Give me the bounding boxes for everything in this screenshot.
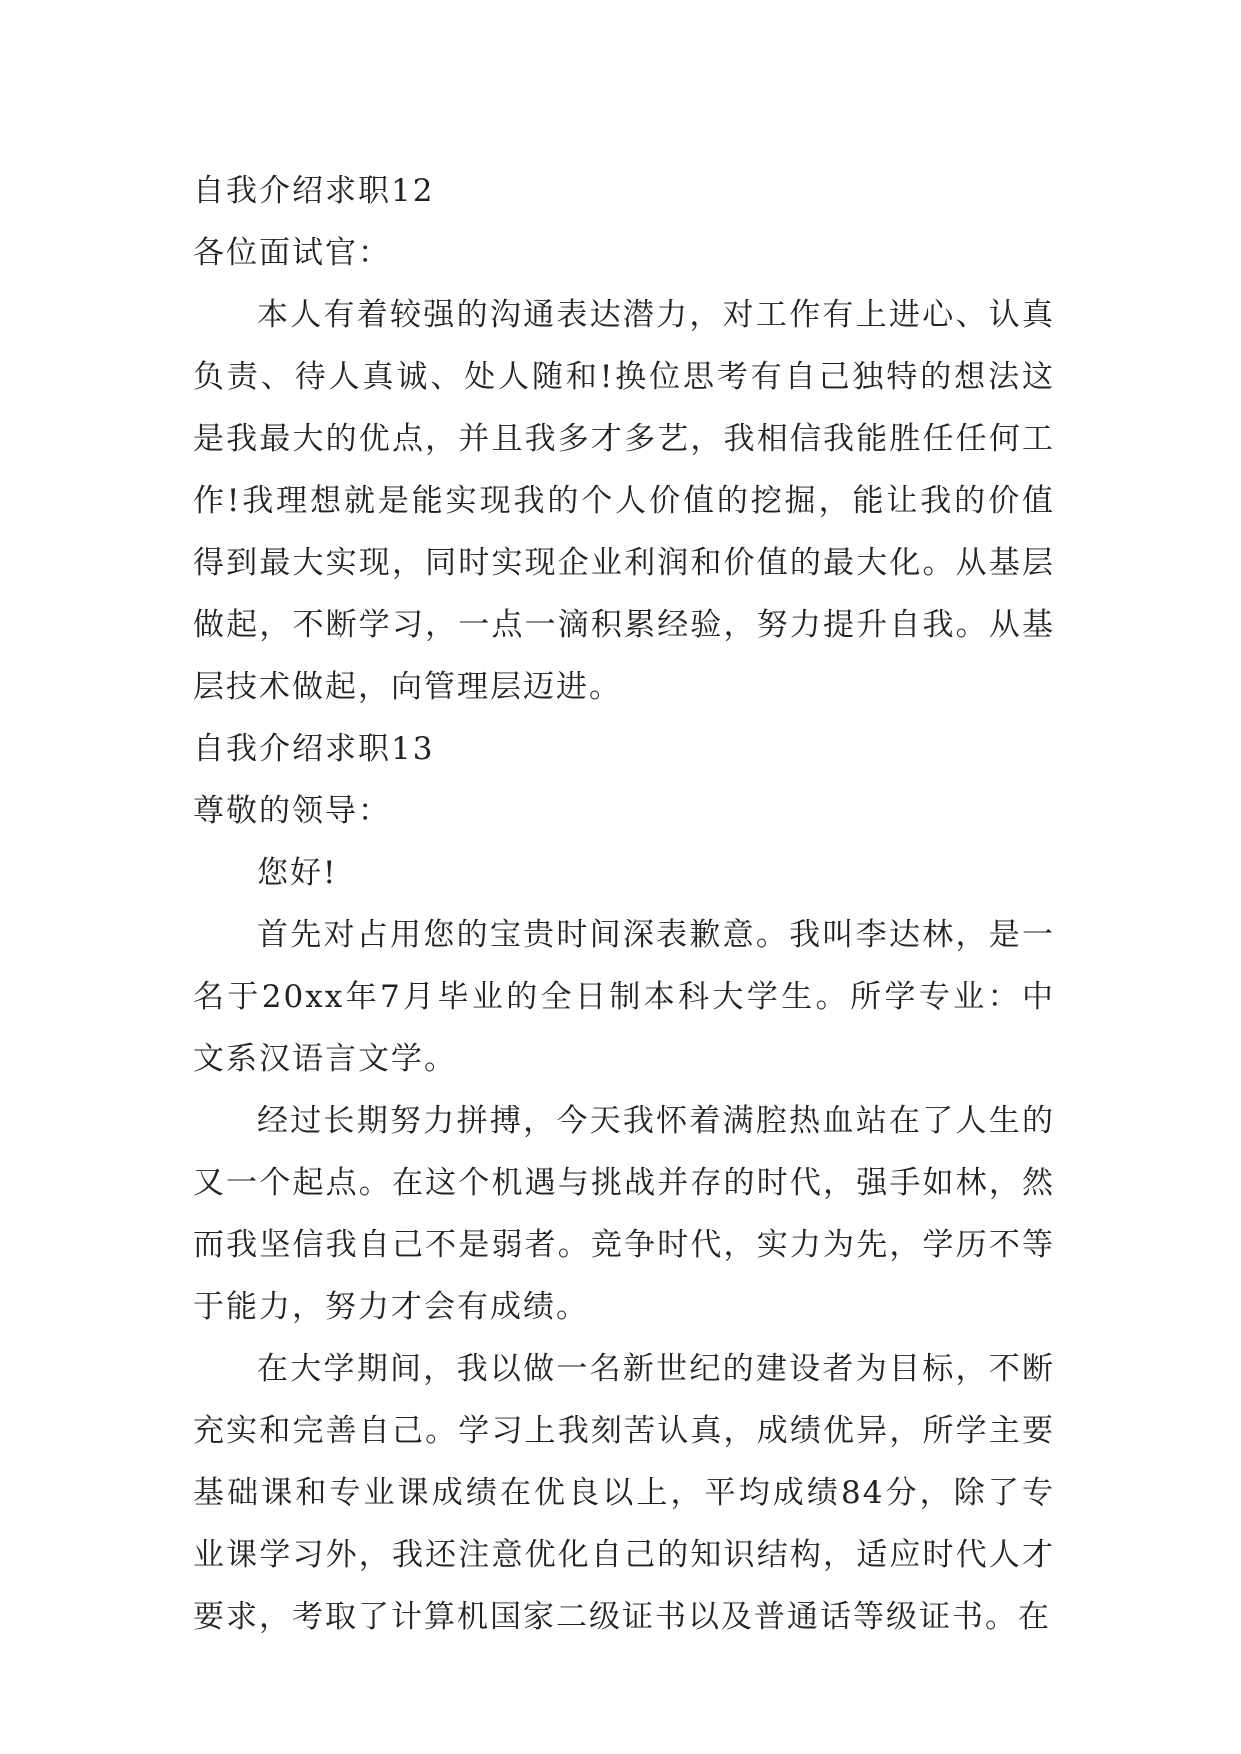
body-paragraph: 经过长期努力拼搏，今天我怀着满腔热血站在了人生的又一个起点。在这个机遇与挑战并存的时代，强手如林，然而我坚信我自己不是弱者。竞争时代，实力为先，学历不等于能力，努力才会有成绩。 [193, 1103, 1055, 1325]
document-body [193, 160, 1055, 1648]
section-heading: 自我介绍求职12 [193, 173, 435, 209]
body-paragraph: 首先对占用您的宝贵时间深表歉意。我叫李达林，是一名于20xx年7月毕业的全日制本科大学生。所学专业：中文系汉语言文学。 [193, 917, 1055, 1077]
section-heading: 自我介绍求职13 [193, 731, 435, 767]
greeting-paragraph: 您好! [257, 855, 338, 891]
salutation: 各位面试官： [193, 235, 391, 271]
salutation: 尊敬的领导： [193, 793, 391, 829]
body-paragraph: 本人有着较强的沟通表达潜力，对工作有上进心、认真负责、待人真诚、处人随和!换位思考有自己独特的想法这是我最大的优点，并且我多才多艺，我相信我能胜任任何工作!我理想就是能实现我的个人价值的挖掘，能让我的价值得到最大实现，同时实现企业利润和价值的最大化。从基层做起，不断学习，一点一滴积累经验，努力提升自我。从基层技术做起，向管理层迈进。 [193, 297, 1055, 705]
body-paragraph: 在大学期间，我以做一名新世纪的建设者为目标，不断充实和完善自己。学习上我刻苦认真，成绩优异，所学主要基础课和专业课成绩在优良以上，平均成绩84分，除了专业课学习外，我还注意优化自己的知识结构，适应时代人才要求，考取了计算机国家二级证书以及普通话等级证书。在 [193, 1351, 1055, 1635]
